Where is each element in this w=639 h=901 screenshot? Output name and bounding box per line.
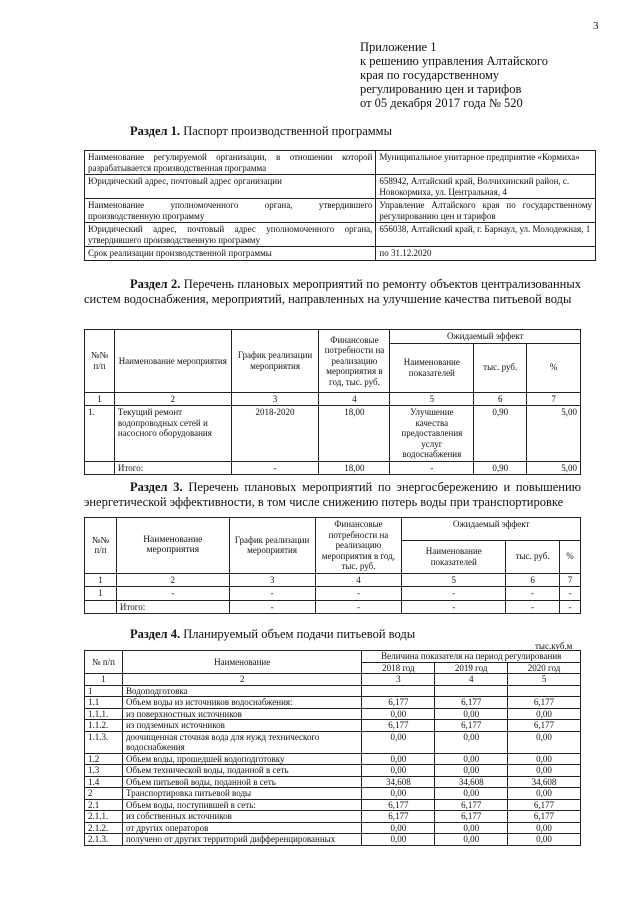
row-value-2019: 6,177 xyxy=(435,799,508,811)
water-supply-table xyxy=(84,650,581,846)
row-pct: 5,00 xyxy=(527,406,581,462)
total-label: Итого: xyxy=(116,600,229,614)
row-value-2020: 0,00 xyxy=(508,788,581,800)
col-header-effect: Ожидаемый эффект xyxy=(390,330,581,344)
row-value-2019: 0,00 xyxy=(435,731,508,753)
table-row xyxy=(85,247,596,261)
row-name: получено от других территорий дифференцированных xyxy=(122,834,361,846)
row-value-2019: 0,00 xyxy=(435,765,508,777)
col-header-finance: Финансовые потребности на реализацию мероприятия в год, тыс. руб. xyxy=(319,330,390,393)
table-row xyxy=(85,151,596,175)
row-finance: - xyxy=(315,587,402,601)
col-header-name: Наименование xyxy=(122,651,361,674)
row-num: 1.1.1. xyxy=(85,708,123,720)
col-number: 1 xyxy=(85,573,117,587)
row-name: Объем воды, поступившей в сеть: xyxy=(122,799,361,811)
section4-title-bold: Раздел 4. xyxy=(130,627,181,641)
col-header-schedule: График реализации мероприятия xyxy=(229,518,315,574)
row-thous: - xyxy=(506,587,560,601)
row-value-2019: 6,177 xyxy=(435,697,508,709)
row-name: от других операторов xyxy=(122,822,361,834)
col-header-indicator: Наименование показателей xyxy=(390,343,474,392)
appendix-line: к решению управления Алтайского xyxy=(360,54,548,68)
col-header-num: № п/п xyxy=(85,651,123,674)
table-row xyxy=(85,720,581,732)
section1-title xyxy=(130,124,392,139)
row-value-2020: 6,177 xyxy=(508,811,581,823)
passport-table xyxy=(84,150,596,261)
appendix-line: регулированию цен и тарифов xyxy=(360,82,522,96)
total-row xyxy=(85,461,581,475)
row-num: 2 xyxy=(85,788,123,800)
row-pct: - xyxy=(559,587,580,601)
total-schedule: - xyxy=(229,600,315,614)
row-name: из поверхностных источников xyxy=(122,708,361,720)
row-value-2020: 0,00 xyxy=(508,708,581,720)
row-value-2018: 0,00 xyxy=(362,731,435,753)
col-number: 5 xyxy=(390,392,474,406)
row-thous: 0,90 xyxy=(474,406,527,462)
section2-title-bold: Раздел 2. xyxy=(130,277,181,291)
row-value-2018: 0,00 xyxy=(362,708,435,720)
col-number: 3 xyxy=(362,674,435,686)
row-num: 2.1 xyxy=(85,799,123,811)
row-value-2019: 0,00 xyxy=(435,708,508,720)
row-value-2020: 0,00 xyxy=(508,822,581,834)
total-finance: 18,00 xyxy=(319,461,390,475)
row-value-2018: 0,00 xyxy=(362,822,435,834)
row-value-2019 xyxy=(435,685,508,697)
row-value-2020: 6,177 xyxy=(508,799,581,811)
row-value-2020: 0,00 xyxy=(508,731,581,753)
col-number: 5 xyxy=(402,573,506,587)
appendix-line: края по государственному xyxy=(360,68,500,82)
passport-value: Управление Алтайского края по государственному регулированию цен и тарифов xyxy=(376,199,596,223)
appendix-header xyxy=(360,40,600,110)
table-row xyxy=(85,788,581,800)
row-num: 1.2 xyxy=(85,753,123,765)
row-name: Водоподготовка xyxy=(122,685,361,697)
row-schedule: - xyxy=(229,587,315,601)
row-value-2020: 34,608 xyxy=(508,776,581,788)
total-thous: 0,90 xyxy=(474,461,527,475)
table-header-row xyxy=(85,518,581,541)
passport-value: 658942, Алтайский край, Волчихинский район, с. Новокормиха, ул. Центральная, 4 xyxy=(376,175,596,199)
table-row xyxy=(85,765,581,777)
column-number-row xyxy=(85,573,581,587)
col-header-effect: Ожидаемый эффект xyxy=(402,518,581,541)
row-value-2018: 6,177 xyxy=(362,697,435,709)
table-header-row xyxy=(85,651,581,663)
empty-cell xyxy=(85,461,115,475)
row-value-2018: 6,177 xyxy=(362,799,435,811)
section2-title-rest: Перечень плановых мероприятий по ремонту объектов централизованных систем водоснабжения, мероприятий, направленных на улучшение качества питьевой воды xyxy=(84,277,581,306)
unit-label: тыс.куб.м xyxy=(535,641,573,651)
row-value-2018: 34,608 xyxy=(362,776,435,788)
row-name: Текущий ремонт водопроводных сетей и насосного оборудования xyxy=(114,406,231,462)
water-supply-rows xyxy=(85,685,581,845)
col-header-thous: тыс. руб. xyxy=(474,343,527,392)
table-row xyxy=(85,799,581,811)
table-row xyxy=(85,223,596,247)
col-header-indicator: Наименование показателей xyxy=(402,540,506,573)
row-value-2018: 6,177 xyxy=(362,720,435,732)
total-pct: - xyxy=(559,600,580,614)
table-row xyxy=(85,811,581,823)
col-header-schedule: График реализации мероприятия xyxy=(231,330,319,393)
col-number: 1 xyxy=(85,392,115,406)
repair-measures-table xyxy=(84,329,581,475)
row-num: 2.1.1. xyxy=(85,811,123,823)
section3-title-rest: Перечень плановых мероприятий по энергосбережению и повышению энергетической эффективности, в том числе снижению потерь воды при транспортировке xyxy=(84,480,581,509)
total-indicator: - xyxy=(402,600,506,614)
col-header-num: №№ п/п xyxy=(85,518,117,574)
row-value-2018: 0,00 xyxy=(362,753,435,765)
col-number: 6 xyxy=(506,573,560,587)
col-number: 6 xyxy=(474,392,527,406)
row-value-2018: 0,00 xyxy=(362,788,435,800)
total-pct: 5,00 xyxy=(527,461,581,475)
row-value-2019: 6,177 xyxy=(435,720,508,732)
page-number: 3 xyxy=(593,20,599,32)
row-name: доочищенная сточная вода для нужд технического водоснабжения xyxy=(122,731,361,753)
row-num: 1.3 xyxy=(85,765,123,777)
row-num: 1.1.2. xyxy=(85,720,123,732)
row-indicator: Улучшение качества предоставления услуг водоснабжения xyxy=(390,406,474,462)
appendix-line: от 05 декабря 2017 года № 520 xyxy=(360,96,523,110)
total-label: Итого: xyxy=(114,461,231,475)
col-number: 1 xyxy=(85,674,123,686)
appendix-line: Приложение 1 xyxy=(360,40,437,54)
col-header-finance: Финансовые потребности на реализацию мероприятия в год, тыс. руб. xyxy=(315,518,402,574)
row-value-2020: 6,177 xyxy=(508,720,581,732)
section1-title-bold: Раздел 1. xyxy=(130,124,181,138)
table-row xyxy=(85,731,581,753)
col-header-pct: % xyxy=(527,343,581,392)
row-name: Объем воды, прошедшей водоподготовку xyxy=(122,753,361,765)
passport-value: 656038, Алтайский край, г. Барнаул, ул. Молодежная, 1 xyxy=(376,223,596,247)
col-header-num: №№ п/п xyxy=(85,330,115,393)
row-name: Объем питьевой воды, поданной в сеть xyxy=(122,776,361,788)
col-header-period: Величина показателя на период регулирования xyxy=(362,651,581,663)
row-value-2020: 0,00 xyxy=(508,834,581,846)
col-header-name: Наименование мероприятия xyxy=(116,518,229,574)
row-num: 1 xyxy=(85,685,123,697)
section3-title xyxy=(84,480,581,509)
table-header-row xyxy=(85,330,581,344)
col-number: 7 xyxy=(527,392,581,406)
col-number: 4 xyxy=(319,392,390,406)
row-num: 1 xyxy=(85,587,117,601)
section1-title-rest: Паспорт производственной программы xyxy=(180,124,392,138)
table-row xyxy=(85,834,581,846)
table-row xyxy=(85,587,581,601)
row-value-2020: 0,00 xyxy=(508,765,581,777)
row-value-2018: 0,00 xyxy=(362,765,435,777)
row-value-2019: 6,177 xyxy=(435,811,508,823)
total-schedule: - xyxy=(231,461,319,475)
row-value-2020: 0,00 xyxy=(508,753,581,765)
col-number: 2 xyxy=(114,392,231,406)
table-row xyxy=(85,822,581,834)
table-row xyxy=(85,175,596,199)
col-number: 4 xyxy=(315,573,402,587)
col-number: 4 xyxy=(435,674,508,686)
col-number: 2 xyxy=(116,573,229,587)
total-row xyxy=(85,600,581,614)
column-number-row xyxy=(85,392,581,406)
passport-label: Срок реализации производственной программы xyxy=(85,247,376,261)
row-name: из подземных источников xyxy=(122,720,361,732)
table-row xyxy=(85,776,581,788)
row-num: 2.1.3. xyxy=(85,834,123,846)
row-value-2020 xyxy=(508,685,581,697)
row-num: 1.4 xyxy=(85,776,123,788)
row-num: 2.1.2. xyxy=(85,822,123,834)
row-name: - xyxy=(116,587,229,601)
table-row xyxy=(85,708,581,720)
passport-label: Наименование регулируемой организации, в отношении которой разрабатывается производственная программа xyxy=(85,151,376,175)
row-value-2019: 34,608 xyxy=(435,776,508,788)
col-header-pct: % xyxy=(559,540,580,573)
passport-value: по 31.12.2020 xyxy=(376,247,596,261)
row-num: 1.1.3. xyxy=(85,731,123,753)
total-thous: - xyxy=(506,600,560,614)
row-indicator: - xyxy=(402,587,506,601)
col-header-2020: 2020 год xyxy=(508,662,581,674)
empty-cell xyxy=(85,600,117,614)
col-header-thous: тыс. руб. xyxy=(506,540,560,573)
col-number: 3 xyxy=(229,573,315,587)
total-finance: - xyxy=(315,600,402,614)
row-value-2018: 6,177 xyxy=(362,811,435,823)
row-num: 1. xyxy=(85,406,115,462)
row-value-2019: 0,00 xyxy=(435,834,508,846)
table-row xyxy=(85,199,596,223)
row-name: Транспортировка питьевой воды xyxy=(122,788,361,800)
col-number: 3 xyxy=(231,392,319,406)
row-value-2019: 0,00 xyxy=(435,822,508,834)
col-number: 2 xyxy=(122,674,361,686)
table-row xyxy=(85,753,581,765)
row-finance: 18,00 xyxy=(319,406,390,462)
row-num: 1.1 xyxy=(85,697,123,709)
column-number-row xyxy=(85,674,581,686)
section3-title-bold: Раздел 3. xyxy=(130,480,183,494)
col-number: 5 xyxy=(508,674,581,686)
section4-title-rest: Планируемый объем подачи питьевой воды xyxy=(180,627,416,641)
passport-label: Наименование уполномоченного органа, утвердившего производственную программу xyxy=(85,199,376,223)
row-schedule: 2018-2020 xyxy=(231,406,319,462)
section2-title xyxy=(84,277,581,306)
row-value-2019: 0,00 xyxy=(435,753,508,765)
total-indicator: - xyxy=(390,461,474,475)
passport-label: Юридический адрес, почтовый адрес уполномоченного органа, утвердившего производственную программу xyxy=(85,223,376,247)
section4-title xyxy=(130,627,415,642)
passport-value: Муниципальное унитарное предприятие «Кормиха» xyxy=(376,151,596,175)
col-header-2018: 2018 год xyxy=(362,662,435,674)
row-value-2020: 6,177 xyxy=(508,697,581,709)
row-name: из собственных источников xyxy=(122,811,361,823)
table-row xyxy=(85,685,581,697)
col-header-2019: 2019 год xyxy=(435,662,508,674)
row-value-2018 xyxy=(362,685,435,697)
table-row xyxy=(85,697,581,709)
passport-label: Юридический адрес, почтовый адрес организации xyxy=(85,175,376,199)
col-number: 7 xyxy=(559,573,580,587)
energy-measures-table xyxy=(84,517,581,614)
row-value-2018: 0,00 xyxy=(362,834,435,846)
row-value-2019: 0,00 xyxy=(435,788,508,800)
table-row xyxy=(85,406,581,462)
col-header-name: Наименование мероприятия xyxy=(114,330,231,393)
row-name: Объем технической воды, поданной в сеть xyxy=(122,765,361,777)
row-name: Объем воды из источников водоснабжения: xyxy=(122,697,361,709)
